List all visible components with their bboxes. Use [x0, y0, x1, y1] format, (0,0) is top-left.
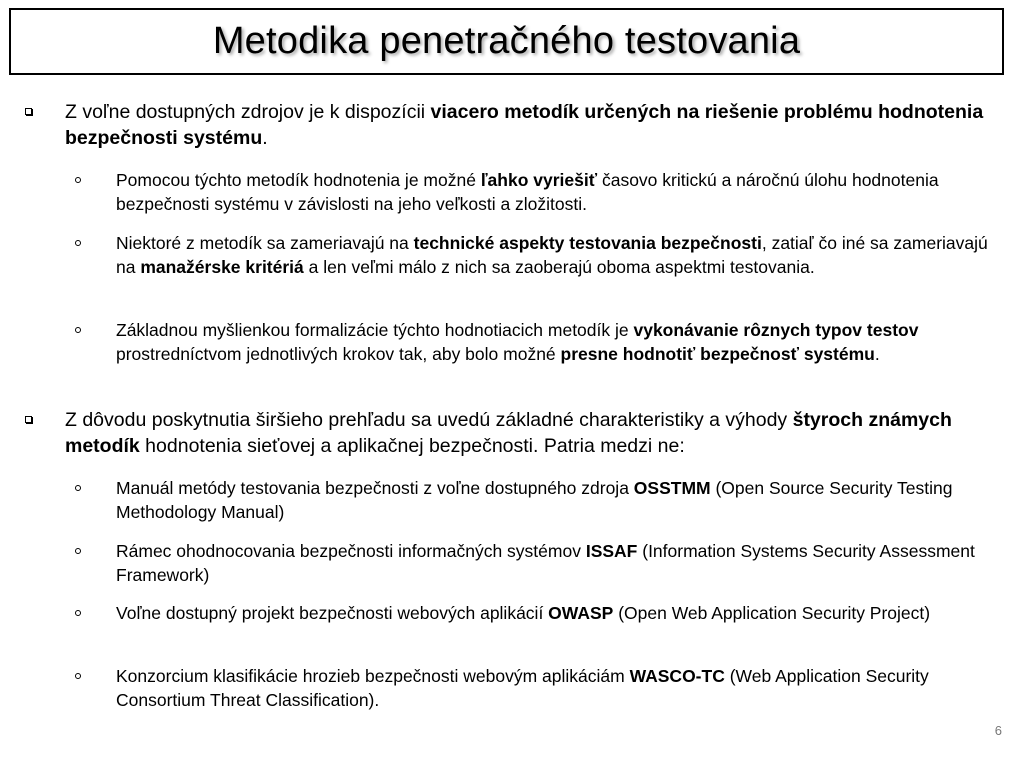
circle-bullet-icon — [75, 548, 81, 554]
sub-bullet-item-focus: Niektoré z metodík sa zameriavajú na technické aspekty testovania bezpečnosti, zatiaľ čo iné sa zameriavajú na manažérske kritériá a len veľmi málo z nich sa zaoberajú oboma aspektmi testovania. — [116, 231, 996, 279]
circle-bullet-icon — [75, 485, 81, 491]
circle-bullet-icon — [75, 673, 81, 679]
page-number: 6 — [994, 723, 1002, 738]
circle-bullet-icon — [75, 610, 81, 616]
sub-bullet-item-issaf: Rámec ohodnocovania bezpečnosti informačných systémov ISSAF (Information Systems Security Assessment Framework) — [116, 539, 996, 587]
sub-bullet-item-owasp: Voľne dostupný projekt bezpečnosti webových aplikácií OWASP (Open Web Application Security Project) — [116, 601, 996, 625]
circle-bullet-icon — [75, 240, 81, 246]
square-bullet-icon — [25, 108, 32, 115]
sub-bullet-item-solve: Pomocou týchto metodík hodnotenia je možné ľahko vyriešiť časovo kritickú a náročnú úlohu hodnotenia bezpečnosti systému v závislosti na jeho veľkosti a zložitosti. — [116, 168, 996, 216]
circle-bullet-icon — [75, 177, 81, 183]
sub-bullet-item-wasco: Konzorcium klasifikácie hrozieb bezpečnosti webovým aplikáciám WASCO-TC (Web Application Security Consortium Threat Classification). — [116, 664, 996, 712]
square-bullet-icon — [25, 416, 32, 423]
sub-bullet-item-osstmm: Manuál metódy testovania bezpečnosti z voľne dostupného zdroja OSSTMM (Open Source Security Testing Methodology Manual) — [116, 476, 996, 524]
sub-bullet-item-idea: Základnou myšlienkou formalizácie týchto hodnotiacich metodík je vykonávanie rôznych typov testov prostredníctvom jednotlivých krokov tak, aby bolo možné presne hodnotiť bezpečnosť systému. — [116, 318, 996, 366]
bullet-item-overview: Z dôvodu poskytnutia širšieho prehľadu sa uvedú základné charakteristiky a výhody štyroch známych metodík hodnotenia sieťovej a aplikačnej bezpečnosti. Patria medzi ne: — [65, 407, 1000, 459]
slide-title: Metodika penetračného testovania — [212, 20, 801, 62]
circle-bullet-icon — [75, 327, 81, 333]
bullet-item-methodologies: Z voľne dostupných zdrojov je k dispozícii viacero metodík určených na riešenie problému hodnotenia bezpečnosti systému. — [65, 99, 1000, 151]
